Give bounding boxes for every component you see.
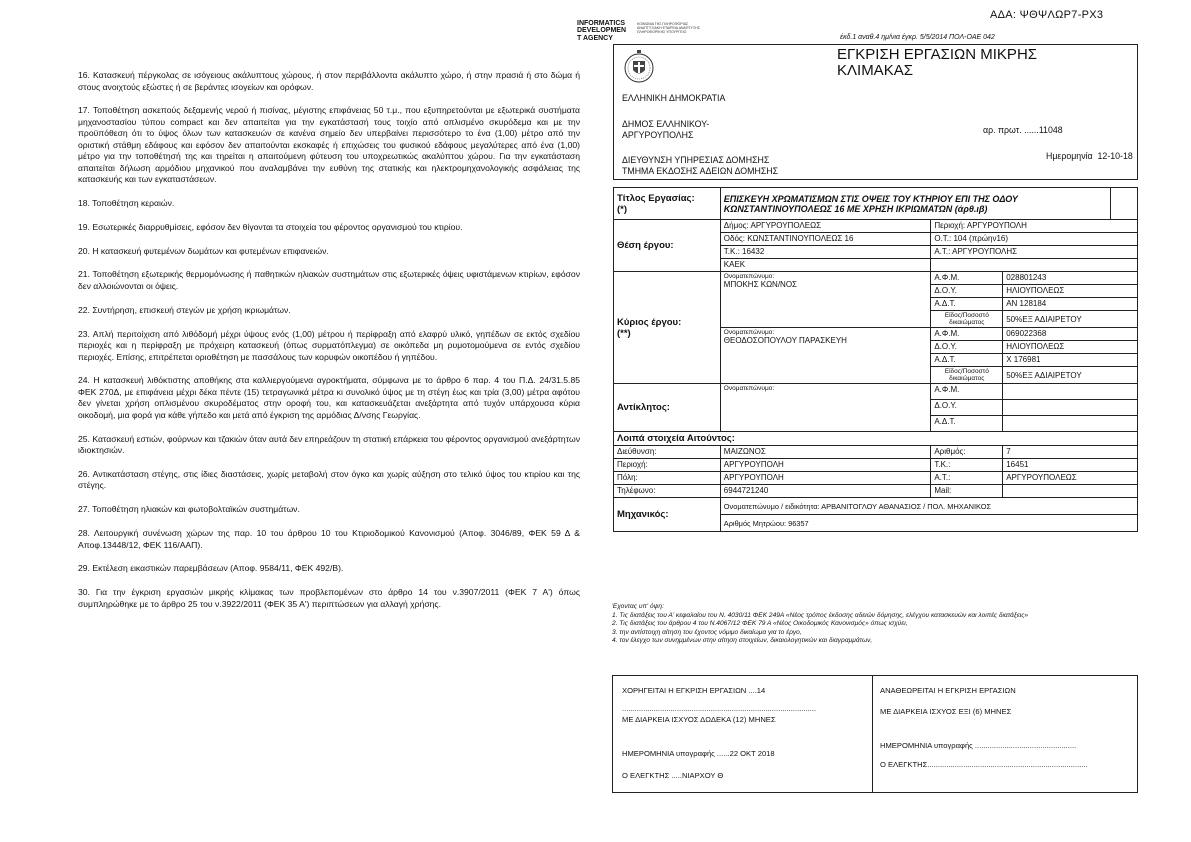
revision-title: ΑΝΑΘΕΩΡΕΙΤΑΙ Η ΕΓΚΡΙΣΗ ΕΡΓΑΣΙΩΝ [880,686,1016,695]
table-row: Πόλη: ΑΡΓΥΡΟΥΠΟΛΗ Α.Τ.: ΑΡΓΥΡΟΥΠΟΛΕΩΣ [614,472,1138,485]
table-row: Τηλέφωνο: 6944721240 Mail: [614,485,1138,498]
table-row: Οδός: ΚΩΝΣΤΑΝΤΙΝΟΥΠΟΛΕΩΣ 16 Ο.Τ.: 104 (πρώην16) [614,233,1138,246]
notes-block: Έχοντας υπ' όψη: 1. Τις διατάξεις του Α' κεφαλαίου του Ν. 4030/11 ΦΕΚ 249Α «Νέος τρόπος έκδοσης αδειών δόμησης, ελέγχου κατασκευών και λοιπές διατάξεις» 2. Τις διατάξεις του άρθρου 4 του Ν.4067/12 ΦΕΚ 79 Α «Νέος Οικοδομικός Κανονισμός» όπως ισχύει, 3. την αντίστοιχη αίτηση του έχοντος νόμιμο δικαίωμα για το έργο, 4. τον έλεγχο των συνημμένων στην αίτηση στοιχείων, δικαιολογητικών και διαγραμμάτων, [612,603,1029,645]
owner-name: ΜΠΟΚΗΣ ΚΩΝ/ΝΟΣ [723,280,798,289]
work-title-value: ΕΠΙΣΚΕΥΗ ΧΡΩΜΑΤΙΣΜΩΝ ΣΤΙΣ ΟΨΕΙΣ ΤΟΥ ΚΤΗΡΙΟΥ ΕΠΙ ΤΗΣ ΟΔΟΥ ΚΩΝΣΤΑΝΤΙΝΟΥΠΟΛΕΩΣ 16 ΜΕ ΧΡΗΣΗ ΙΚΡΙΩΜΑΤΩΝ (άρθ.ιβ) [720,188,1110,220]
table-row: Είδος/Ποσοστό δικαιώματος 50%ΕΞ ΑΔΙΑΙΡΕΤΟΥ [614,367,1138,384]
application-table [613,187,1138,532]
list-item: 27. Τοποθέτηση ηλιακών και φωτοβολταϊκών συστημάτων. [78,504,300,515]
protocol-number: αρ. πρωτ. ......11048 [983,125,1063,135]
revision-validity: ΜΕ ΔΙΑΡΚΕΙΑ ΙΣΧΥΟΣ ΕΞΙ (6) ΜΗΝΕΣ [880,707,1012,716]
list-item: 22. Συντήρηση, επισκευή στεγών με χρήση ικριωμάτων. [78,304,291,315]
approval-divider [872,675,873,793]
list-item: 16. Κατασκευή πέργκολας σε ισόγειους ακάλυπτους χώρους, ή στον περιβάλλοντα ακάλυπτο χώρο, ή στην πρασιά ή στο δώμα ή στους ανοιχτούς εξώστες ή σε βεράντες ισογείων και ορόφων. [78,70,580,92]
logo-subtext: ΚΟΙΝΩΝΙΑ ΤΗΣ ΠΛΗΡΟΦΟΡΙΑΣ ΑΝΑΠΤΥΞΙΑΚΗ ΕΤΑΙΡΕΙΑ ΑΝΑΠΤΥΞΗΣ ΠΛΗΡΟΦΟΡΙΚΗΣ ΥΠΟΥΡΓΕΙΟ [637,22,700,34]
approval-title: ΧΟΡΗΓΕΙΤΑΙ Η ΕΓΚΡΙΣΗ ΕΡΓΑΣΙΩΝ ....14 [622,686,766,695]
work-title-row: Τίτλος Εργασίας: (*) ΕΠΙΣΚΕΥΗ ΧΡΩΜΑΤΙΣΜΩΝ ΣΤΙΣ ΟΨΕΙΣ ΤΟΥ ΚΤΗΡΙΟΥ ΕΠΙ ΤΗΣ ΟΔΟΥ ΚΩΝΣΤΑΝΤΙΝΟΥΠΟΛΕΩΣ 16 ΜΕ ΧΡΗΣΗ ΙΚΡΙΩΜΑΤΩΝ (άρθ.ιβ) [614,188,1138,220]
ada-code: ΑΔΑ: ΨΘΨΛΩΡ7-ΡΧ3 [990,9,1104,21]
engineer-label: Μηχανικός: [614,498,721,532]
list-item: 18. Τοποθέτηση κεραιών. [78,198,175,209]
approval-dots: ............................................................................................ [622,704,817,713]
revision-inspector: Ο ΕΛΕΓΚΤΗΣ............................................................................ [880,760,1088,769]
table-row: Περιοχή: ΑΡΓΥΡΟΥΠΟΛΗ Τ.Κ.: 16451 [614,459,1138,472]
list-item: 28. Λειτουργική συνένωση χώρων της παρ. 10 του άρθρου 10 του Κτιριοδομικού Κανονισμού (Αποφ. 3046/89, ΦΕΚ 59 Δ & Αποφ.13448/12, ΦΕΚ 116/ΑΑΠ). [78,528,580,550]
revision-signature-date: ΗΜΕΡΟΜΗΝΙΑ υπογραφής ................................................ [880,741,1077,750]
date-label: Ημερομηνία 12-10-18 [1046,151,1133,161]
page-title: ΕΓΚΡΙΣΗ ΕΡΓΑΣΙΩΝ ΜΙΚΡΗΣ ΚΛΙΜΑΚΑΣ [837,46,1038,79]
work-title-label: Τίτλος Εργασίας: [617,192,695,204]
directorate-label: ΔΙΕΥΘΥΝΣΗ ΥΠΗΡΕΣΙΑΣ ΔΟΜΗΣΗΣ [622,155,770,165]
greek-emblem-icon [622,46,656,86]
rep-label: Αντίκλητος: [614,384,721,432]
list-item: 19. Εσωτερικές διαρρυθμίσεις, εφόσον δεν θίγονται τα στοιχεία του φέροντος οργανισμού του κτιρίου. [78,221,463,232]
list-item: 17. Τοποθέτηση ασκεπούς δεξαμενής νερού ή πισίνας, μέγιστης επιφάνειας 50 τ.μ., που εξυπηρετούνται με εξωτερικά συστήματα μηχανοστασίου τύπου compact και δεν απαιτείται για την εγκατάστασή τους τοιχίο από οπλισμένο σκυρόδεμα και με την προϋπόθεση ότι το ύψος όλων των κατασκευών σε κανένα σημείο δεν υπερβαίνει περισσότερο το ένα (1,00) μέτρο από την οριστική στάθμη εδάφους και εφόσον δεν απαιτούνται εκσκαφές ή επιχώσεις του φυσικού εδάφους μεγαλύτερες από ένα (1,00) μέτρο για την τοποθέτησή της και τηρείται η απαιτούμενη φύτευση του υποχρεωτικώς ακαλύπτου χώρου. Για την εγκατάσταση απαιτείται δήλωση αρμόδιου μηχανικού που αναλαμβάνει την ευθύνη της στατικής και ηλεκτρομηχανολογικής ασφάλειας της κατασκευής και των εγκαταστάσεων. [78,105,580,185]
table-row [614,498,1138,515]
engineer-name: Ονοματεπώνυμο / ειδικότητα: ΑΡΒΑΝΙΤΟΓΛΟΥ ΑΘΑΝΑΣΙΟΣ / ΠΟΛ. ΜΗΧΑΝΙΚΟΣ [720,498,1137,515]
list-item: 25. Κατασκευή εστιών, φούρνων και τζακιών όταν αυτά δεν επηρεάζουν τη στατική επάρκεια του φέροντος οργανισμού ανεξάρτητων ιδιοκτησιών. [78,433,580,456]
list-item: 21. Τοποθέτηση εξωτερικής θερμομόνωσης ή παθητικών ηλιακών συστημάτων στις εξωτερικές όψεις υφιστάμενων κτιρίων, εφόσον δεν αλλοιώνονται οι όψεις. [78,269,580,291]
list-item: 23. Απλή περιτοίχιση από λιθόδομή μέχρι ύψους ενός (1,00) μέτρου ή περίφραξη από ελαφρύ υλικό, γηπέδων σε εκτός σχεδίου περιοχές και η περίφραξη με πρόχειρη κατασκευή (όπως συρματόπλεγμα) σε οικόπεδα μη ρυμοτομούμενα σε εντός σχεδίου περιοχές. Επίσης, επιτρέπεται οριοθέτηση με πασσάλους των κορυφών οικοπέδου ή γηπέδου. [78,328,580,362]
location-label: Θέση έργου: [614,220,721,272]
approval-validity: ΜΕ ΔΙΑΡΚΕΙΑ ΙΣΧΥΟΣ ΔΩΔΕΚΑ (12) ΜΗΝΕΣ [622,715,776,724]
list-item: 29. Εκτέλεση εικαστικών παρεμβάσεων (Αποφ. 9584/11, ΦΕΚ 492/Β). [78,563,344,574]
table-row: Δ.Ο.Υ. [614,400,1138,416]
table-row: Αντίκλητος: Ονοματεπώνυμο: Α.Φ.Μ. [614,384,1138,400]
table-row: Κύριος έργου: (**) Ονοματεπώνυμο: ΜΠΟΚΗΣ ΚΩΝ/ΝΟΣ Α.Φ.Μ. 028801243 [614,272,1138,285]
approval-inspector: Ο ΕΛΕΓΚΤΗΣ .....ΝΙΑΡΧΟΥ Θ [622,771,724,780]
applicant-section-title: Λοιπά στοιχεία Αιτούντος: [614,432,1138,446]
department-label: ΤΜΗΜΑ ΕΚΔΟΣΗΣ ΑΔΕΙΩΝ ΔΟΜΗΣΗΣ [622,166,779,176]
republic-label: ΕΛΛΗΝΙΚΗ ΔΗΜΟΚΡΑΤΙΑ [622,93,726,103]
form-code: έκδ.1 αναθ.4 ημ/νια έγκρ. 5/5/2014 ΠΟΛ-ΟΑΕ 042 [840,34,995,41]
table-row: Δ.Ο.Υ. ΗΛΙΟΥΠΟΛΕΩΣ [614,341,1138,354]
list-item: 26. Αντικατάσταση στέγης, στις ίδιες διαστάσεις, χωρίς μεταβολή στον όγκο και χωρίς αύξηση στο τελικό ύψος του κτιρίου και της στέγης. [78,468,580,491]
list-item: 24. Η κατασκευή λιθόκτιστης αποθήκης στα καλλιεργούμενα αγροκτήματα, σύμφωνα με το άρθρο 6 παρ. 4 του Π.Δ. 24/31.5.85 ΦΕΚ 270Δ, με επιφάνεια μέχρι δέκα πέντε (15) τετραγωνικά μέτρα κι συνολικό ύψος με τη στέγη έως και τρία (3,00) μέτρα αφότου δεν γίνεται χρήση οπλισμένου σκυροδέματος στην οροφή του, και κατασκευάζεται ανεξάρτητα από τυχόν υπάρχουσα κύρια οικοδομή, μια φορά για κάθε γήπεδο και μετά από έγκριση της αρμόδιας Δ/νσης Γεωργίας. [78,375,580,420]
table-row: Διεύθυνση: ΜΑΙΖΩΝΟΣ Αριθμός: 7 [614,446,1138,459]
logo-text: INFORMATICS DEVELOPMEN T AGENCY [577,20,627,42]
approval-signature-date: ΗΜΕΡΟΜΗΝΙΑ υπογραφής ......22 ΟΚΤ 2018 [622,749,775,758]
table-row: Τ.Κ.: 16432 Α.Τ.: ΑΡΓΥΡΟΥΠΟΛΗΣ [614,246,1138,259]
table-row: Α.Δ.Τ. Χ 176981 [614,354,1138,367]
owner-label: Κύριος έργου: [617,316,682,328]
table-row: Α.Δ.Τ. [614,416,1138,432]
table-row: ΚΑΕΚ [614,259,1138,272]
table-row: Δ.Ο.Υ. ΗΛΙΟΥΠΟΛΕΩΣ [614,285,1138,298]
list-item: 20. Η κατασκευή φυτεμένων δωμάτων και φυτεμένων επιφανειών. [78,245,329,256]
table-row: Είδος/Ποσοστό δικαιώματος 50%ΕΞ ΑΔΙΑΙΡΕΤΟΥ [614,311,1138,328]
table-row [614,432,1138,446]
engineer-registry: Αριθμός Μητρώου: 96357 [720,515,1137,532]
left-items-column [78,70,580,622]
table-row: Ονοματεπώνυμο: ΘΕΟΔΟΣΟΠΟΥΛΟΥ ΠΑΡΑΣΚΕΥΗ Α.Φ.Μ. 069022368 [614,328,1138,341]
table-row: Θέση έργου: Δήμος: ΑΡΓΥΡΟΥΠΟΛΕΩΣ Περιοχή: ΑΡΓΥΡΟΥΠΟΛΗ [614,220,1138,233]
list-item: 30. Για την έγκριση εργασιών μικρής κλίμακας των προβλεπομένων στο άρθρο 14 του ν.3907/2011 (ΦΕΚ 7 Α') όπως συμπληρώθηκε με το άρθρο 25 του ν.3922/2011 (ΦΕΚ 35 Α') περιπτώσεων για αλλαγή χρήσης. [78,587,580,609]
owner-name: ΘΕΟΔΟΣΟΠΟΥΛΟΥ ΠΑΡΑΣΚΕΥΗ [723,336,847,345]
table-row: Α.Δ.Τ. ΑΝ 128184 [614,298,1138,311]
municipality-label: ΔΗΜΟΣ ΕΛΛΗΝΙΚΟΥ- ΑΡΓΥΡΟΥΠΟΛΗΣ [622,119,710,140]
date-value: 12-10-18 [1097,151,1133,161]
